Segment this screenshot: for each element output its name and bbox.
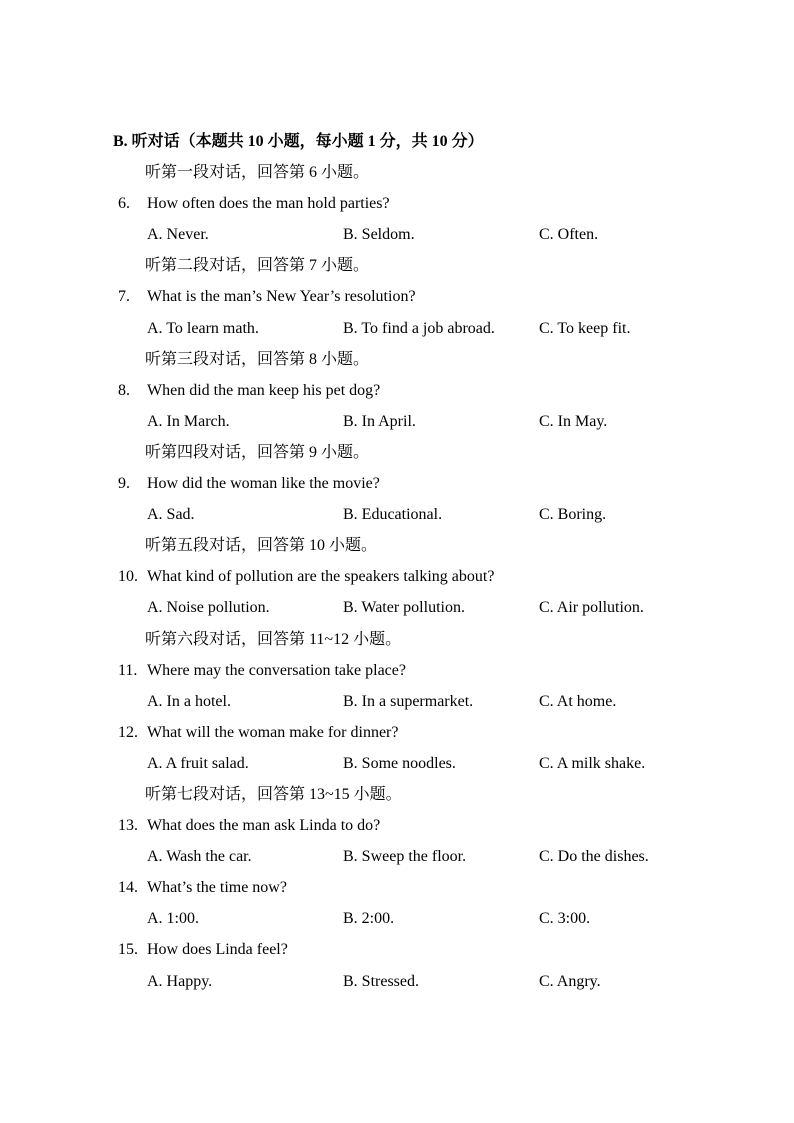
question-6 bbox=[0, 188, 794, 219]
question-6-text: How often does the man hold parties? bbox=[147, 195, 390, 213]
question-9-text: How did the woman like the movie? bbox=[147, 475, 380, 493]
instruction-dialogue-3: 听第三段对话，回答第 8 小题。 bbox=[145, 350, 370, 368]
question-8-option-c: C. In May. bbox=[539, 412, 608, 430]
question-8-number: 8. bbox=[118, 381, 130, 399]
question-11-option-a: A. In a hotel. bbox=[147, 692, 231, 710]
question-14-option-c: C. 3:00. bbox=[539, 910, 591, 928]
question-14-text: What’s the time now? bbox=[147, 879, 287, 897]
question-15 bbox=[0, 934, 794, 965]
question-6-number: 6. bbox=[118, 195, 130, 213]
question-7-option-c: C. To keep fit. bbox=[539, 319, 631, 337]
question-12 bbox=[0, 717, 794, 748]
question-10-text: What kind of pollution are the speakers talking about? bbox=[147, 568, 495, 586]
question-14-option-b: B. 2:00. bbox=[343, 910, 395, 928]
question-7-text: What is the man’s New Year’s resolution? bbox=[147, 288, 416, 306]
question-7-number: 7. bbox=[118, 288, 130, 306]
question-14-number: 14. bbox=[118, 879, 138, 897]
question-9-number: 9. bbox=[118, 475, 130, 493]
question-10-option-c: C. Air pollution. bbox=[539, 599, 644, 617]
question-13-text: What does the man ask Linda to do? bbox=[147, 817, 381, 835]
instruction-dialogue-7: 听第七段对话，回答第 13~15 小题。 bbox=[145, 785, 402, 803]
question-8-option-a: A. In March. bbox=[147, 412, 230, 430]
instruction-dialogue-6: 听第六段对话，回答第 11~12 小题。 bbox=[145, 630, 402, 648]
question-10-options bbox=[0, 592, 794, 623]
instruction-dialogue-2: 听第二段对话，回答第 7 小题。 bbox=[145, 257, 370, 275]
question-12-options bbox=[0, 748, 794, 779]
question-13-number: 13. bbox=[118, 817, 138, 835]
instruction-dialogue-5: 听第五段对话，回答第 10 小题。 bbox=[145, 537, 378, 555]
question-13-option-b: B. Sweep the floor. bbox=[343, 848, 467, 866]
question-12-option-b: B. Some noodles. bbox=[343, 754, 456, 772]
question-13-options bbox=[0, 841, 794, 872]
question-11-text: Where may the conversation take place? bbox=[147, 661, 406, 679]
question-12-option-c: C. A milk shake. bbox=[539, 754, 646, 772]
question-10-option-a: A. Noise pollution. bbox=[147, 599, 270, 617]
question-10 bbox=[0, 561, 794, 592]
question-15-number: 15. bbox=[118, 941, 138, 959]
question-6-option-c: C. Often. bbox=[539, 226, 599, 244]
question-12-number: 12. bbox=[118, 723, 138, 741]
question-11-option-b: B. In a supermarket. bbox=[343, 692, 474, 710]
question-8 bbox=[0, 375, 794, 406]
question-14 bbox=[0, 872, 794, 903]
question-7-option-b: B. To find a job abroad. bbox=[343, 319, 495, 337]
question-9 bbox=[0, 468, 794, 499]
question-15-option-a: A. Happy. bbox=[147, 972, 213, 990]
question-15-option-c: C. Angry. bbox=[539, 972, 601, 990]
question-10-number: 10. bbox=[118, 568, 138, 586]
question-13-option-a: A. Wash the car. bbox=[147, 848, 252, 866]
question-15-options bbox=[0, 966, 794, 997]
question-12-text: What will the woman make for dinner? bbox=[147, 723, 399, 741]
question-11 bbox=[0, 655, 794, 686]
question-14-option-a: A. 1:00. bbox=[147, 910, 199, 928]
question-9-options bbox=[0, 499, 794, 530]
question-9-option-c: C. Boring. bbox=[539, 506, 607, 524]
instruction-dialogue-1: 听第一段对话，回答第 6 小题。 bbox=[145, 164, 370, 182]
question-15-text: How does Linda feel? bbox=[147, 941, 288, 959]
question-7-option-a: A. To learn math. bbox=[147, 319, 259, 337]
question-11-option-c: C. At home. bbox=[539, 692, 617, 710]
question-13-option-c: C. Do the dishes. bbox=[539, 848, 649, 866]
question-8-text: When did the man keep his pet dog? bbox=[147, 381, 381, 399]
question-8-option-b: B. In April. bbox=[343, 412, 416, 430]
question-8-options bbox=[0, 406, 794, 437]
question-11-number: 11. bbox=[118, 661, 138, 679]
question-12-option-a: A. A fruit salad. bbox=[147, 754, 249, 772]
question-14-options bbox=[0, 903, 794, 934]
question-6-options bbox=[0, 219, 794, 250]
question-6-option-a: A. Never. bbox=[147, 226, 209, 244]
question-9-option-b: B. Educational. bbox=[343, 506, 443, 524]
question-7-options bbox=[0, 313, 794, 344]
instruction-dialogue-4: 听第四段对话，回答第 9 小题。 bbox=[145, 443, 370, 461]
question-7 bbox=[0, 281, 794, 312]
question-15-option-b: B. Stressed. bbox=[343, 972, 419, 990]
question-10-option-b: B. Water pollution. bbox=[343, 599, 465, 617]
question-13 bbox=[0, 810, 794, 841]
question-11-options bbox=[0, 686, 794, 717]
listening-section bbox=[0, 126, 794, 997]
section-heading: B. 听对话（本题共 10 小题，每小题 1 分，共 10 分） bbox=[113, 133, 484, 150]
question-9-option-a: A. Sad. bbox=[147, 506, 195, 524]
question-6-option-b: B. Seldom. bbox=[343, 226, 415, 244]
